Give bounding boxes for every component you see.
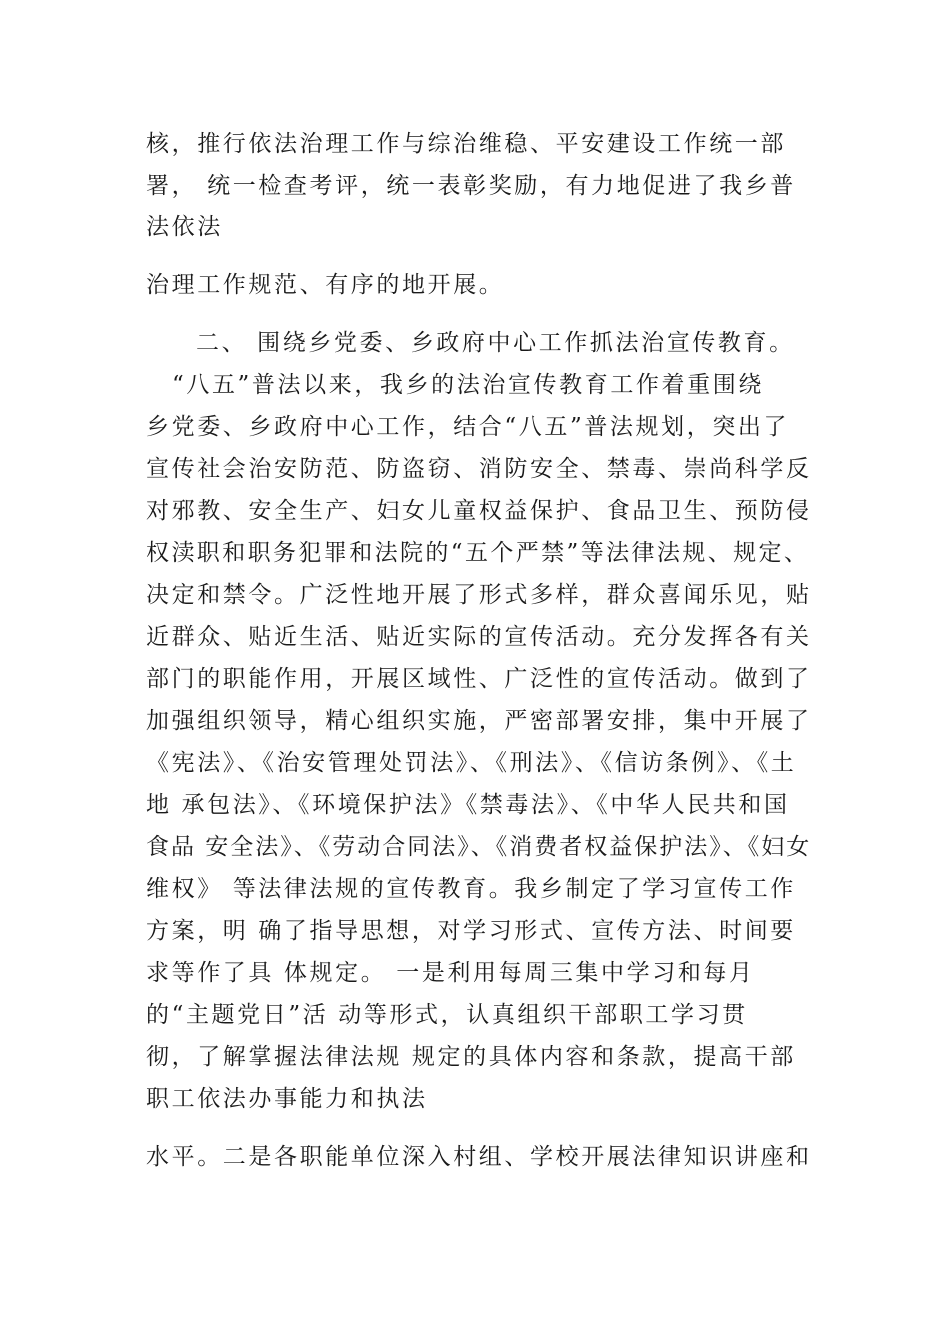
text-line: 求等作了具 体规定。 一是利用每周三集中学习和每月 <box>146 960 755 986</box>
text-line: 的“主题党日”活 动等形式，认真组织干部职工学习贯 <box>146 1002 748 1028</box>
text-line: 《宪法》、《治安管理处罚法》、《刑法》、《信访条例》、《土 <box>146 750 797 776</box>
text-line: 宣传社会治安防范、防盗窃、消防安全、禁毒、崇尚科学反 <box>146 456 812 482</box>
text-line: 地 承包法》、《环境保护法》《禁毒法》、《中华人民共和国 <box>146 792 790 818</box>
text-line: 维权》 等法律法规的宣传教育。我乡制定了学习宣传工作 <box>146 876 796 902</box>
text-line: 加强组织领导，精心组织实施，严密部署安排，集中开展了 <box>146 708 812 734</box>
text-line: 近群众、贴近生活、贴近实际的宣传活动。充分发挥各有关 <box>146 624 812 650</box>
section-heading: 二、 围绕乡党委、乡政府中心工作抓法治宣传教育。 <box>196 330 795 356</box>
text-line: 水平。二是各职能单位深入村组、学校开展法律知识讲座和 <box>146 1144 812 1170</box>
text-line: 治理工作规范、有序的地开展。 <box>146 272 505 298</box>
text-line: 职工依法办事能力和执法 <box>146 1086 428 1112</box>
text-line: 方案，明 确了指导思想，对学习形式、宣传方法、时间要 <box>146 918 796 944</box>
text-line: 部门的职能作用，开展区域性、广泛性的宣传活动。做到了 <box>146 666 812 692</box>
text-line: 决定和禁令。广泛性地开展了形式多样，群众喜闻乐见，贴 <box>146 582 812 608</box>
text-line: 署， 统一检查考评，统一表彰奖励，有力地促进了我乡普 <box>146 173 796 199</box>
text-line: 食品 安全法》、《劳动合同法》、《消费者权益保护法》、《妇女 <box>146 834 812 860</box>
text-line: 核，推行依法治理工作与综治维稳、平安建设工作统一部 <box>146 131 786 157</box>
text-line: 乡党委、乡政府中心工作，结合“八五”普法规划，突出了 <box>146 414 790 440</box>
text-line: 法依法 <box>146 214 223 240</box>
text-line: 权渎职和职务犯罪和法院的“五个严禁”等法律法规、规定、 <box>146 540 810 566</box>
text-line: 对邪教、安全生产、妇女儿童权益保护、食品卫生、预防侵 <box>146 498 812 524</box>
text-line: 彻，了解掌握法律法规 规定的具体内容和条款，提高干部 <box>146 1044 796 1070</box>
text-line: “八五”普法以来，我乡的法治宣传教育工作着重围绕 <box>172 372 764 398</box>
